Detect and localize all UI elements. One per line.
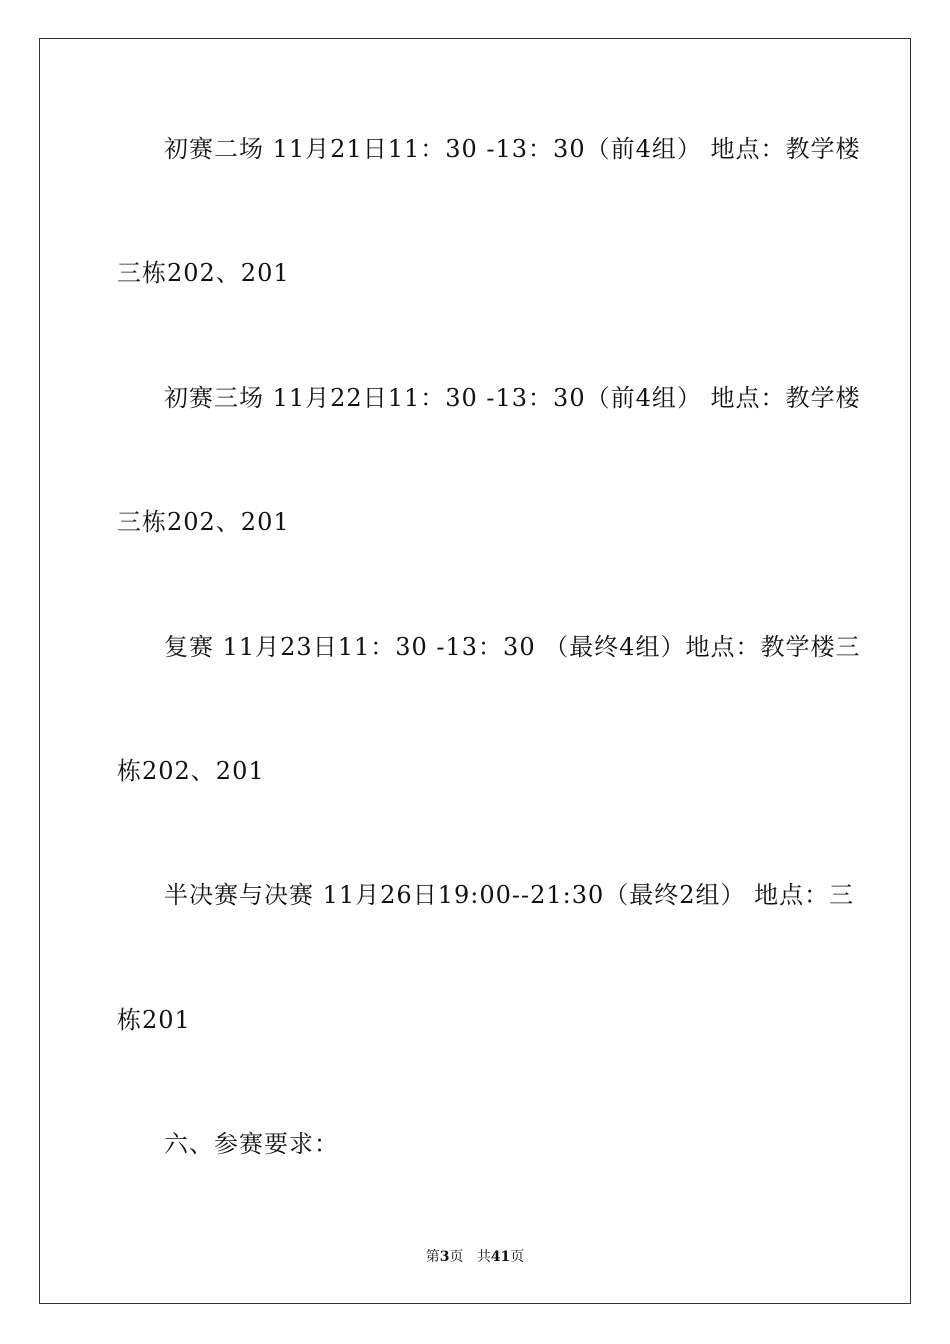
schedule-line-preliminary-2: 初赛二场 11月21日11：30 -13：30（前4组） 地点：教学楼 [164, 135, 861, 163]
schedule-line-preliminary-3-venue: 三栋202、201 [117, 508, 290, 536]
schedule-line-final-venue: 栋201 [117, 1006, 191, 1034]
schedule-line-second-round-venue: 栋202、201 [117, 757, 265, 785]
schedule-line-preliminary-2-venue: 三栋202、201 [117, 259, 290, 287]
footer-total-pages: 41 [490, 1249, 511, 1265]
schedule-line-final: 半决赛与决赛 11月26日19:00--21:30（最终2组） 地点：三 [164, 881, 855, 909]
page-border [39, 38, 911, 1304]
section-heading-requirements: 六、参赛要求： [164, 1130, 339, 1158]
footer-page-prefix: 第 [425, 1249, 440, 1265]
footer-total-suffix: 页 [510, 1249, 525, 1265]
schedule-line-preliminary-3: 初赛三场 11月22日11：30 -13：30（前4组） 地点：教学楼 [164, 384, 861, 412]
schedule-line-second-round: 复赛 11月23日11：30 -13：30 （最终4组）地点：教学楼三 [164, 633, 861, 661]
footer-page-suffix: 页 [449, 1249, 464, 1265]
page-footer [0, 1248, 950, 1266]
footer-total-prefix: 共 [476, 1249, 491, 1265]
footer-page-number: 3 [439, 1249, 450, 1265]
